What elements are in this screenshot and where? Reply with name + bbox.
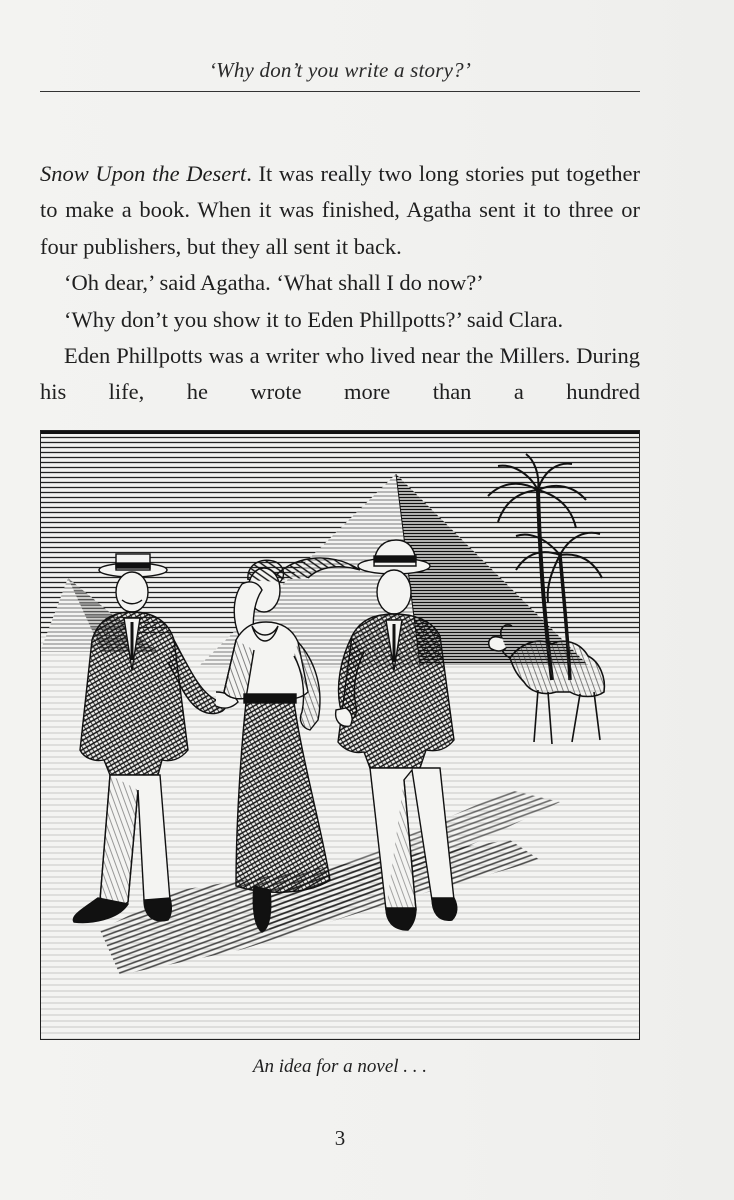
page-number: 3 [334,1126,346,1150]
paragraph-4: Eden Phillpotts was a writer who lived near the Millers. During his life, he wrote more than a hundred [40,343,640,405]
paragraph-2: ‘Oh dear,’ said Agatha. ‘What shall I do now?’ [64,270,484,296]
running-head: ‘Why don’t you write a story?’ [208,58,472,82]
figure-caption: An idea for a novel . . . [252,1056,428,1077]
body-text [40,156,640,411]
illustration [40,430,640,1040]
illustration-drawing [40,430,640,1040]
book-title: Snow Upon the Desert [40,161,247,186]
header-rule [40,91,640,92]
paragraph-1 [40,156,640,265]
paragraph-1-text: . It was really two long stories put together to make a book. When it was finished, Agatha sent it to three or four publishers, but they all sent it back. [40,161,640,259]
paragraph-3: ‘Why don’t you show it to Eden Phillpotts?’ said Clara. [64,306,564,332]
